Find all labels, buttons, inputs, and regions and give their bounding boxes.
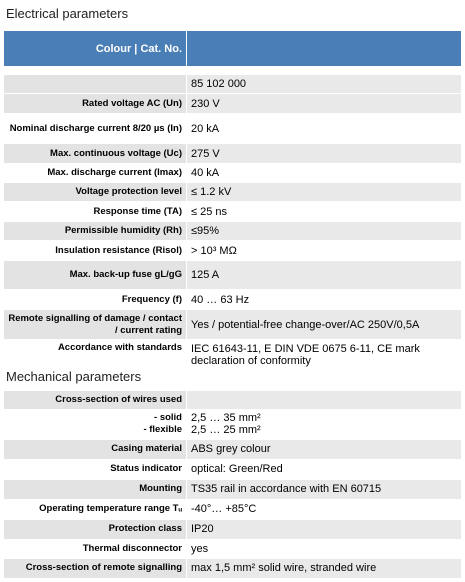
param-value: ≤95% [187,222,462,241]
param-label: Response time (TA) [4,202,187,222]
table-row [4,439,461,459]
param-value: ABS grey colour [187,439,462,459]
table-row [4,479,461,499]
table-row [4,164,461,183]
param-label: Max. discharge current (Imax) [4,164,187,183]
table-row [4,94,461,114]
param-label: Operating temperature range Tᵤ [4,499,187,519]
param-value: TS35 rail in accordance with EN 60715 [187,479,462,499]
param-label: Voltage protection level [4,183,187,202]
table-row [4,290,461,310]
param-value: Yes / potential-free change-over/AC 250V/0,5A [187,310,462,340]
table-row [4,261,461,290]
param-label: Max. continuous voltage (Uc) [4,144,187,164]
param-label: Frequency (f) [4,290,187,310]
table-row [4,114,461,144]
table-row [4,499,461,519]
table-row [4,144,461,164]
param-label: Remote signalling of damage / contact / current rating [4,310,187,340]
table-header-row [4,31,461,67]
param-label: Protection class [4,519,187,539]
table-row [4,340,461,371]
cat-no-row [4,75,461,94]
header-value-cell [187,31,462,67]
param-value: 230 V [187,94,462,114]
param-label: Max. back-up fuse gL/gG [4,261,187,290]
mechanical-parameters-table [4,391,461,579]
cross-section-values-row [4,409,461,439]
solid-value: 2,5 … 35 mm² [191,412,261,424]
param-label: Insulation resistance (Risol) [4,241,187,261]
param-label: Casing material [4,439,187,459]
param-value: 40 … 63 Hz [187,290,462,310]
param-label: Nominal discharge current 8/20 µs (In) [4,114,187,144]
table-row [4,459,461,479]
param-value: max 1,5 mm² solid wire, stranded wire [187,558,462,578]
solid-label: - solid [154,412,182,423]
cross-section-header-row [4,391,461,409]
param-value: IEC 61643-11, E DIN VDE 0675 6-11, CE mark declaration of conformity [187,340,462,371]
flexible-value: 2,5 … 25 mm² [191,424,261,436]
table-row [4,539,461,558]
param-value: 125 A [187,261,462,290]
table-row [4,241,461,261]
param-label: Accordance with standards [4,340,187,371]
param-value: 275 V [187,144,462,164]
table-row [4,222,461,241]
table-row [4,183,461,202]
param-value: optical: Green/Red [187,459,462,479]
param-value: > 10³ MΩ [187,241,462,261]
electrical-parameters-title: Electrical parameters [6,6,129,21]
param-value: ≤ 1.2 kV [187,183,462,202]
param-value: -40°… +85°C [187,499,462,519]
table-row [4,310,461,340]
table-row [4,202,461,222]
param-label: Permissible humidity (Rh) [4,222,187,241]
param-label: Rated voltage AC (Un) [4,94,187,114]
colour-cat-no-header: Colour | Cat. No. [4,31,187,67]
cross-section-label: Cross-section of wires used [4,391,187,409]
electrical-parameters-table [4,31,461,371]
spacer-row [4,67,461,75]
mechanical-parameters-title: Mechanical parameters [6,369,142,384]
table-row [4,519,461,539]
param-label: Status indicator [4,459,187,479]
param-label: Mounting [4,479,187,499]
param-value: ≤ 25 ns [187,202,462,222]
param-label: Thermal disconnector [4,539,187,558]
cat-no-value: 85 102 000 [187,75,462,94]
table-row [4,558,461,578]
flexible-label: - flexible [143,424,182,435]
param-label: Cross-section of remote signalling [4,558,187,578]
param-value: IP20 [187,519,462,539]
param-value: yes [187,539,462,558]
param-value: 20 kA [187,114,462,144]
param-value: 40 kA [187,164,462,183]
